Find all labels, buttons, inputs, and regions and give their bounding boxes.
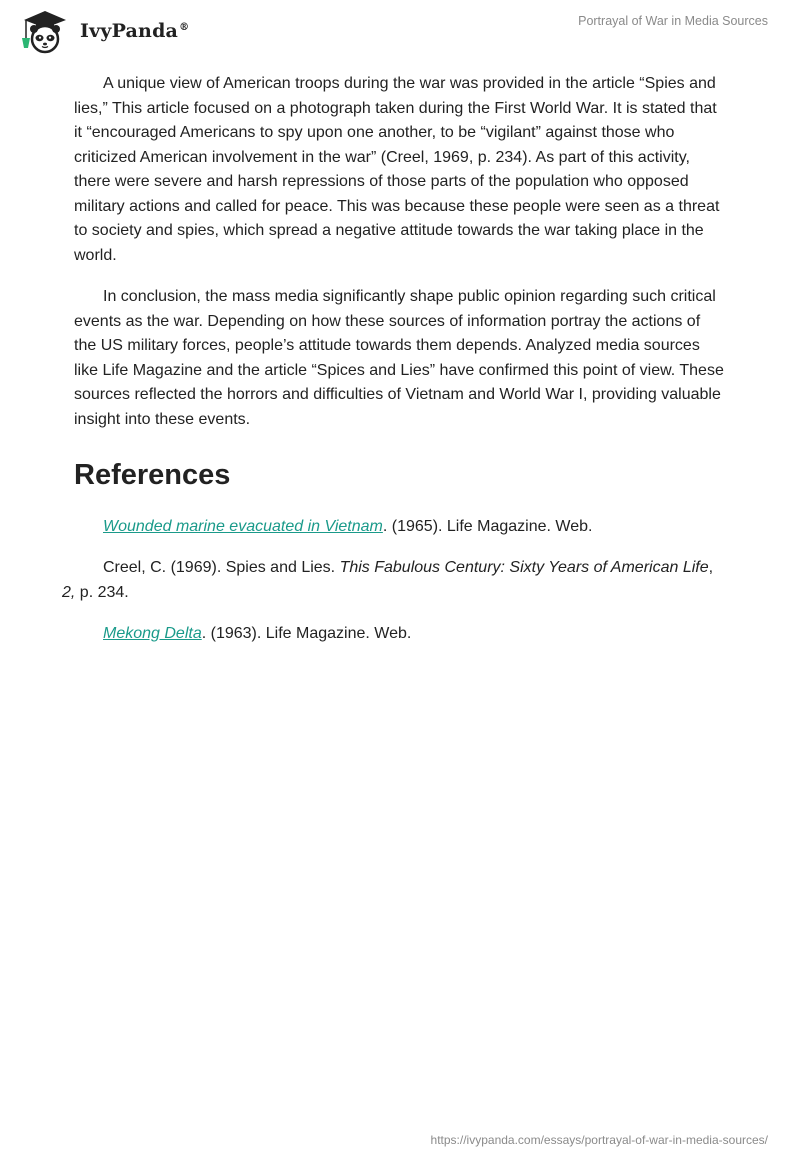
panda-icon	[14, 8, 76, 54]
reference-volume: 2,	[62, 584, 76, 601]
page-header	[0, 0, 800, 60]
reference-link[interactable]: Wounded marine evacuated in Vietnam	[103, 518, 383, 535]
body-paragraph: A unique view of American troops during the war was provided in the article “Spies and lies,” This article focused on a photograph taken during the First World War. It is stated that it “encouraged Americans to spy upon one another, to be “vigilant” against those who criticized American involvement in the war” (Creel, 1969, p. 234). As part of this activity, there were severe and harsh repressions of those parts of the population who opposed military actions and called for peace. This was because these people were seen as a threat to society and spies, which spread a negative attitude towards the war taking place in the world.	[74, 75, 720, 264]
reference-item	[74, 514, 724, 539]
document-title: Portrayal of War in Media Sources	[578, 14, 768, 28]
reference-link[interactable]: Mekong Delta	[103, 625, 202, 642]
reference-title: This Fabulous Century: Sixty Years of American Life	[339, 559, 709, 576]
reference-item: Creel, C. (1969). Spies and Lies. This Fabulous Century: Sixty Years of American Life, 2, p. 234.	[62, 559, 714, 601]
body-paragraph: In conclusion, the mass media significantly shape public opinion regarding such critical events as the war. Depending on how these sources of information portray the actions of the US military forces, people’s attitude towards them depends. Analyzed media sources like Life Magazine and the article “Spices and Lies” have confirmed this point of view. These sources reflected the horrors and difficulties of Vietnam and World War I, providing valuable insight into these events.	[74, 288, 724, 428]
reference-details: p. 234.	[75, 584, 129, 601]
essay-content	[62, 72, 724, 662]
references-heading: References	[74, 459, 231, 491]
reference-item	[74, 621, 724, 646]
reference-author: Creel, C. (1969). Spies and Lies.	[103, 559, 340, 576]
ivypanda-logo[interactable]	[14, 8, 189, 54]
source-url[interactable]: https://ivypanda.com/essays/portrayal-of-war-in-media-sources/	[430, 1133, 768, 1147]
reference-details: . (1963). Life Magazine. Web.	[201, 625, 412, 642]
reference-details: . (1965). Life Magazine. Web.	[382, 518, 593, 535]
brand-name: IvyPanda®	[80, 20, 190, 42]
